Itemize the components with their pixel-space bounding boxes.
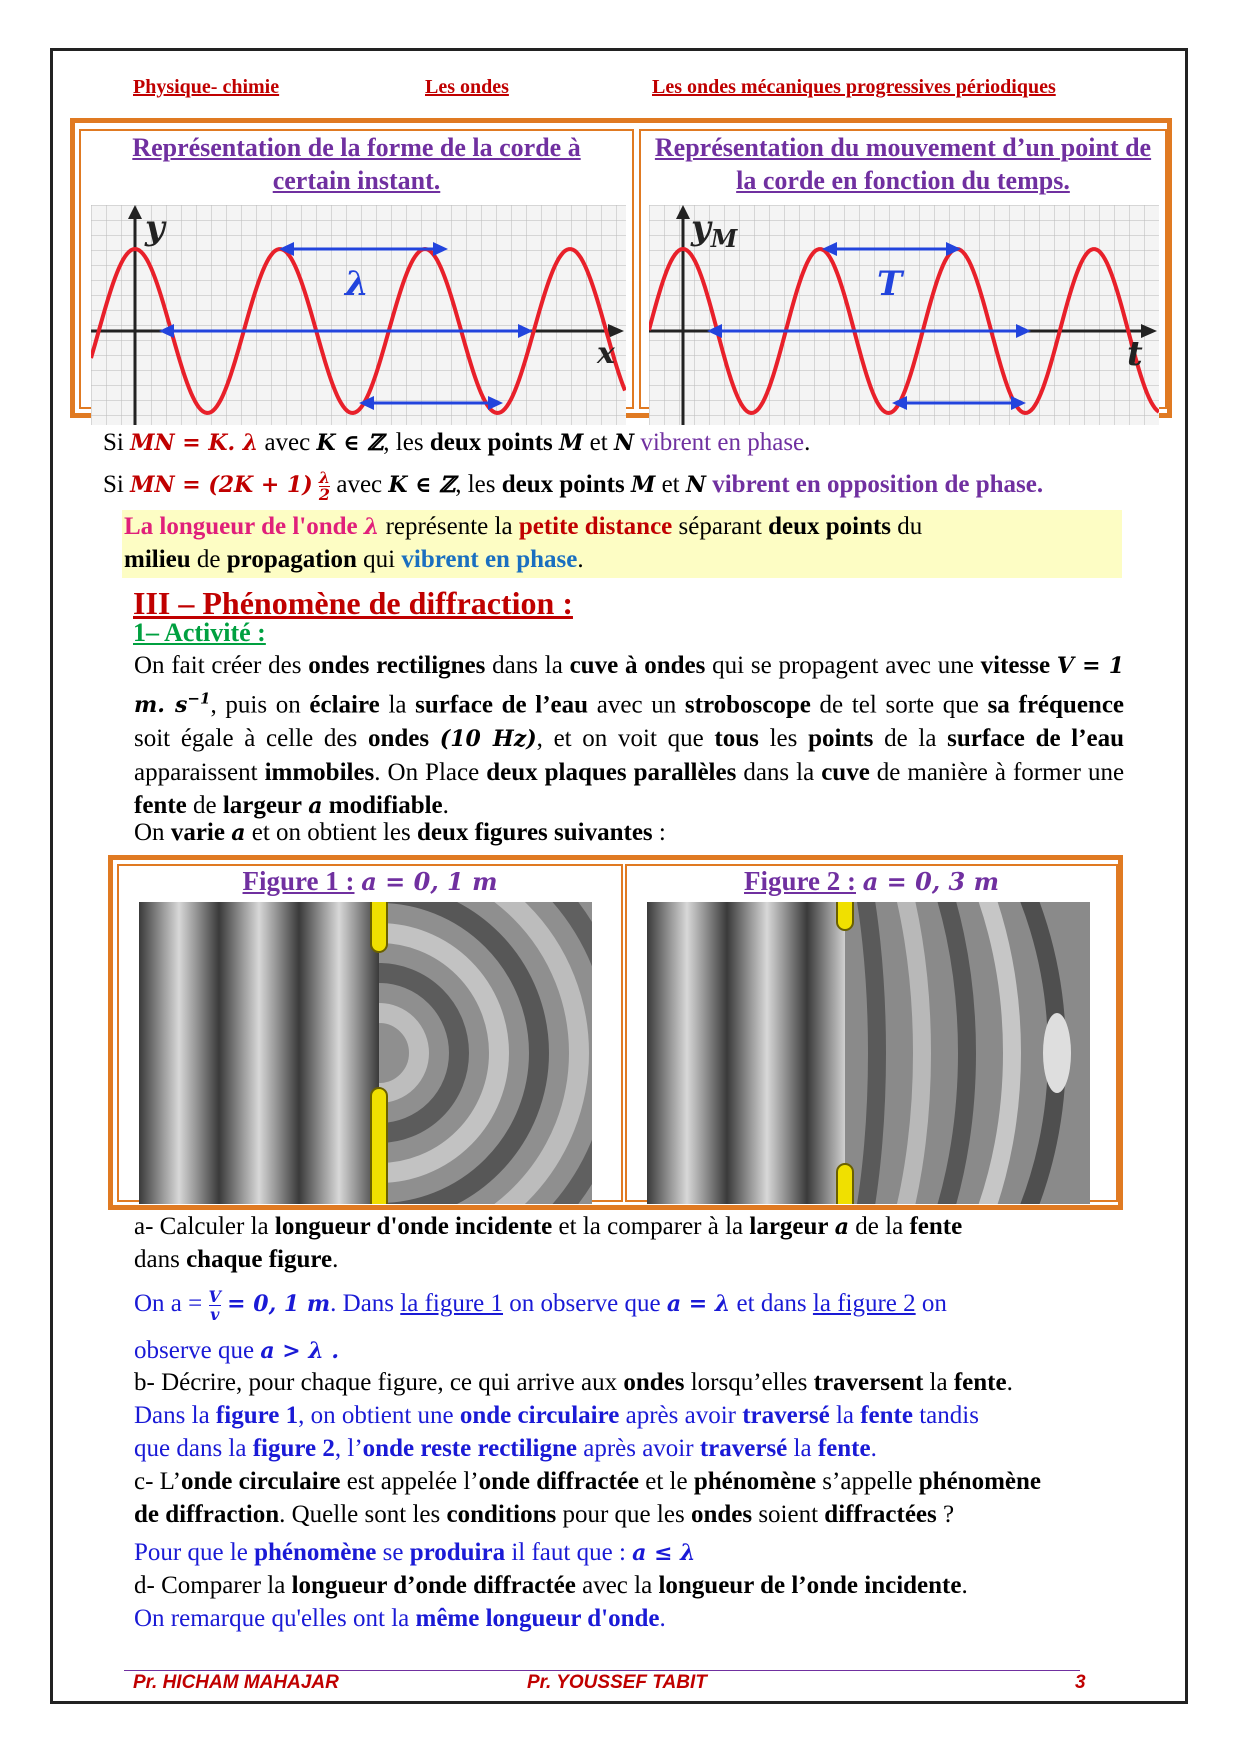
figure-1-image [139, 902, 592, 1204]
diffraction-figures-box [108, 855, 1123, 1210]
figure-2-title: Figure 2 : a = 0, 3 m [744, 866, 999, 896]
fraction-lambda-over-2: $\frac{\lambda}{2}$ [318, 468, 331, 504]
phase-line-1: Si MN = K. λ avec K ∈ ℤ, les deux points M et N vibrent en phase. [103, 429, 811, 456]
answer-c: Pour que le phénomène se produira il faut que : a ≤ λ [134, 1539, 696, 1566]
graph-right-cell [639, 129, 1167, 409]
figure-1-title: Figure 1 : a = 0, 1 m [242, 866, 498, 896]
section-subtitle: 1– Activité : [133, 618, 266, 647]
graph-right-title: Représentation du mouvement d’un point de la corde en fonction du temps. [654, 133, 1152, 195]
graph-left-cell [79, 129, 634, 409]
fraction-v-over-nu: $\frac{V}{v}$ [208, 1287, 221, 1324]
question-b: b- Décrire, pour chaque figure, ce qui arrive aux ondes lorsqu’elles traversent la fente. [134, 1369, 1013, 1396]
footer-separator [124, 1670, 1080, 1671]
definition-line-1: La longueur de l'onde λ représente la petite distance séparant deux points du [124, 513, 923, 540]
question-a-line-1: a- Calculer la longueur d'onde incidente et la comparer à la largeur a de la fente [134, 1213, 963, 1240]
definition-line-2: milieu de propagation qui vibrent en phase. [124, 546, 584, 573]
axis-x-label: x [597, 336, 615, 371]
answer-a-line-1: On a = $\frac{V}{v}$ = 0, 1 m. Dans la figure 1 on observe que a = λ et dans la figure 2 on [134, 1287, 947, 1324]
page-number: 3 [1075, 1672, 1086, 1693]
axis-y-label: y [145, 208, 165, 248]
figure-2-image [647, 902, 1090, 1204]
answer-a-line-2: observe que a > λ . [134, 1337, 340, 1364]
answer-b-line-1: Dans la figure 1, on obtient une onde circulaire après avoir traversé la fente tandis [134, 1402, 979, 1429]
header-chapter: Les ondes [425, 76, 509, 98]
header-subject: Physique- chimie [133, 76, 280, 98]
header-topic: Les ondes mécaniques progressives périodiques [652, 76, 1056, 98]
activity-vary-line: On varie a et on obtient les deux figures suivantes : [134, 819, 666, 846]
period-label: T [877, 264, 903, 304]
plate-bottom [371, 1088, 387, 1204]
section-title: III – Phénomène de diffraction : [133, 585, 573, 621]
figure-2-cell [625, 864, 1118, 1202]
question-d: d- Comparer la longueur d’onde diffractée avec la longueur de l’onde incidente. [134, 1572, 968, 1599]
plate-top [371, 902, 387, 952]
question-a-line-2: dans chaque figure. [134, 1246, 339, 1273]
lambda-label: λ [345, 264, 369, 304]
activity-paragraph: On fait créer des ondes rectilignes dans la cuve à ondes qui se propagent avec une vitesse V = 1 m. $s^{-1}$, puis on éclaire la surface de l’eau avec un stroboscope de tel sorte que sa fréquence soit égale à celle des ondes (10 Hz), et on voit que tous les points de la surface de l’eau apparaissent immobiles. On Place deux plaques parallèles dans la cuve de manière à former une fente de largeur a modifiable. [134, 652, 1125, 820]
graph-left-title: Représentation de la forme de la corde à certain instant. [132, 133, 581, 195]
answer-d: On remarque qu'elles ont la même longueur d'onde. [134, 1605, 666, 1632]
string-shape-graph [91, 205, 626, 425]
axis-y-label: $y_M$ [691, 208, 738, 253]
point-motion-graph [649, 205, 1159, 425]
axis-t-label: t [1127, 334, 1143, 374]
answer-b-line-2: que dans la figure 2, l’onde reste rectiligne après avoir traversé la fente. [134, 1435, 877, 1462]
question-c-line-2: de diffraction. Quelle sont les conditions pour que les ondes soient diffractées ? [134, 1501, 955, 1528]
figure-1-cell [117, 864, 623, 1202]
question-c-line-1: c- L’onde circulaire est appelée l’onde diffractée et le phénomène s’appelle phénomène [134, 1468, 1042, 1495]
plate-top [837, 902, 853, 930]
plate-bottom [837, 1164, 853, 1204]
footer-author-1: Pr. HICHAM MAHAJAR [133, 1672, 339, 1693]
wave-graphs-box [70, 118, 1172, 418]
footer-author-2: Pr. YOUSSEF TABIT [527, 1672, 707, 1693]
phase-line-2: Si MN = (2K + 1) $\frac{\lambda}{2}$ avec K ∈ ℤ, les deux points M et N vibrent en opposition de phase. [103, 468, 1044, 504]
